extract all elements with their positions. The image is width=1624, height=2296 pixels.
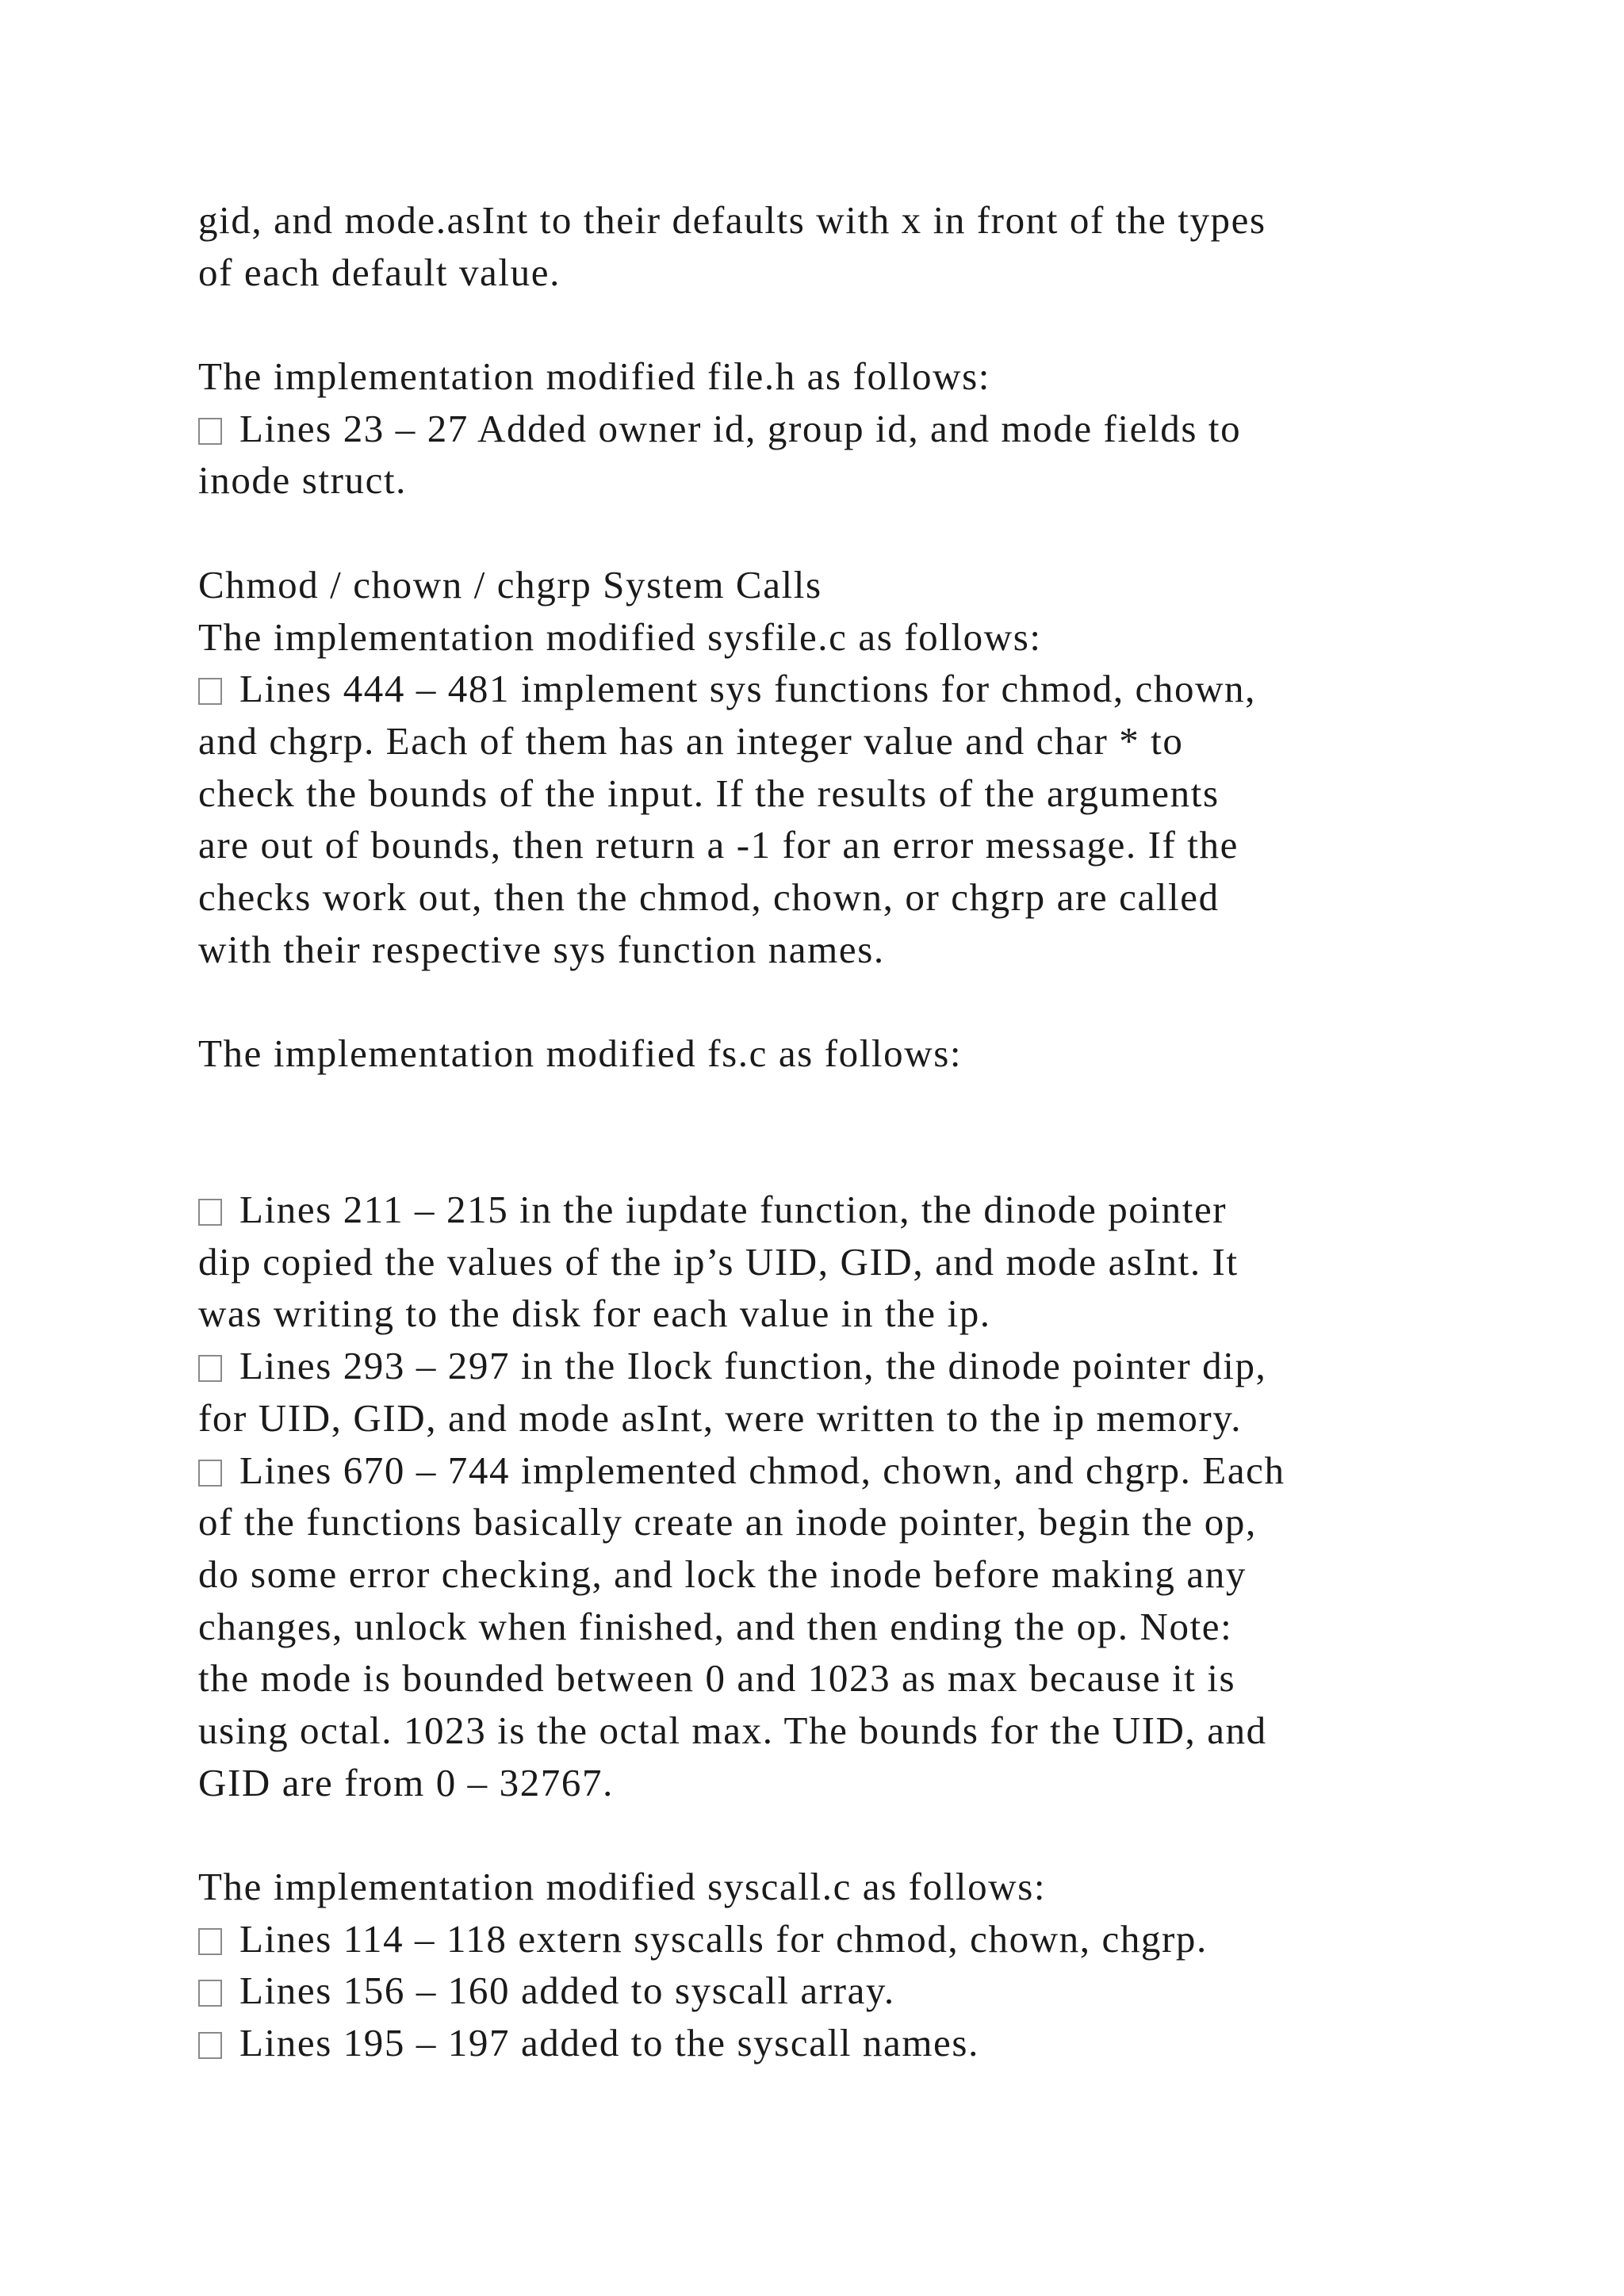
text-content: inode struct. xyxy=(198,458,408,503)
text-line xyxy=(198,871,1467,924)
missing-glyph-bullet-icon xyxy=(198,2032,222,2059)
text-content: the mode is bounded between 0 and 1023 as max because it is xyxy=(198,1656,1236,1701)
missing-glyph-bullet-icon xyxy=(198,1980,222,2007)
missing-glyph-bullet-icon xyxy=(198,1460,222,1487)
text-content: with their respective sys function names. xyxy=(198,927,885,971)
text-content: changes, unlock when finished, and then ending the op. Note: xyxy=(198,1604,1233,1648)
missing-glyph-bullet-icon xyxy=(198,1199,222,1226)
text-line xyxy=(198,1288,1467,1340)
text-line xyxy=(198,194,1467,247)
text-line xyxy=(198,1496,1467,1548)
text-line xyxy=(198,1601,1467,1653)
text-line xyxy=(198,1548,1467,1601)
text-line xyxy=(198,1861,1467,1913)
text-line xyxy=(198,454,1467,507)
text-content: gid, and mode.asInt to their defaults with x in front of the types xyxy=(198,198,1266,242)
text-line xyxy=(198,924,1467,976)
text-line xyxy=(198,1705,1467,1757)
text-content: Lines 211 – 215 in the iupdate function, the dinode pointer xyxy=(239,1188,1228,1232)
text-line xyxy=(198,559,1467,611)
text-content: are out of bounds, then return a -1 for an error message. If the xyxy=(198,823,1239,867)
text-line xyxy=(198,611,1467,664)
text-content: The implementation modified fs.c as follows: xyxy=(198,1031,963,1075)
text-line xyxy=(198,1027,1467,1080)
text-content: of each default value. xyxy=(198,250,561,294)
text-line xyxy=(198,247,1467,299)
blank-line xyxy=(198,1080,1467,1132)
text-line xyxy=(198,1392,1467,1445)
text-line xyxy=(198,2017,1467,2069)
text-content: Chmod / chown / chgrp System Calls xyxy=(198,562,822,607)
text-content: do some error checking, and lock the inode before making any xyxy=(198,1552,1247,1596)
text-content: Lines 156 – 160 added to syscall array. xyxy=(239,1969,895,2013)
missing-glyph-bullet-icon xyxy=(198,678,222,705)
text-line xyxy=(198,1340,1467,1392)
text-content: of the functions basically create an inode pointer, begin the op, xyxy=(198,1500,1257,1544)
document-page xyxy=(198,194,1467,2069)
missing-glyph-bullet-icon xyxy=(198,1355,222,1382)
text-line xyxy=(198,403,1467,455)
text-line xyxy=(198,1965,1467,2017)
text-content: Lines 293 – 297 in the Ilock function, the dinode pointer dip, xyxy=(239,1344,1267,1388)
text-line xyxy=(198,350,1467,403)
text-content: dip copied the values of the ip’s UID, GID, and mode asInt. It xyxy=(198,1239,1239,1284)
text-content: The implementation modified sysfile.c as follows: xyxy=(198,614,1042,659)
text-line xyxy=(198,1913,1467,1965)
text-line xyxy=(198,819,1467,871)
text-line xyxy=(198,1236,1467,1288)
text-content: using octal. 1023 is the octal max. The bounds for the UID, and xyxy=(198,1708,1267,1752)
text-line xyxy=(198,715,1467,767)
text-content: checks work out, then the chmod, chown, or chgrp are called xyxy=(198,874,1220,919)
text-line xyxy=(198,767,1467,820)
text-content: Lines 23 – 27 Added owner id, group id, and mode fields to xyxy=(239,406,1242,450)
text-line xyxy=(198,1757,1467,1809)
text-content: and chgrp. Each of them has an integer value and char * to xyxy=(198,718,1184,763)
text-line xyxy=(198,1184,1467,1236)
blank-line xyxy=(198,975,1467,1027)
text-line xyxy=(198,663,1467,715)
text-content: Lines 195 – 197 added to the syscall names. xyxy=(239,2021,979,2065)
text-content: The implementation modified syscall.c as follows: xyxy=(198,1865,1047,1908)
blank-line xyxy=(198,1808,1467,1861)
text-content: Lines 670 – 744 implemented chmod, chown, and chgrp. Each xyxy=(239,1448,1285,1492)
text-content: Lines 114 – 118 extern syscalls for chmod, chown, chgrp. xyxy=(239,1916,1208,1961)
blank-line xyxy=(198,1131,1467,1184)
text-content: was writing to the disk for each value in the ip. xyxy=(198,1292,991,1336)
text-content: Lines 444 – 481 implement sys functions for chmod, chown, xyxy=(239,667,1257,711)
missing-glyph-bullet-icon xyxy=(198,418,222,445)
text-content: for UID, GID, and mode asInt, were written to the ip memory. xyxy=(198,1395,1243,1440)
text-line xyxy=(198,1652,1467,1705)
blank-line xyxy=(198,298,1467,350)
text-content: The implementation modified file.h as follows: xyxy=(198,354,990,399)
missing-glyph-bullet-icon xyxy=(198,1928,222,1955)
blank-line xyxy=(198,507,1467,559)
text-content: GID are from 0 – 32767. xyxy=(198,1760,614,1804)
text-line xyxy=(198,1445,1467,1497)
text-content: check the bounds of the input. If the results of the arguments xyxy=(198,771,1220,815)
